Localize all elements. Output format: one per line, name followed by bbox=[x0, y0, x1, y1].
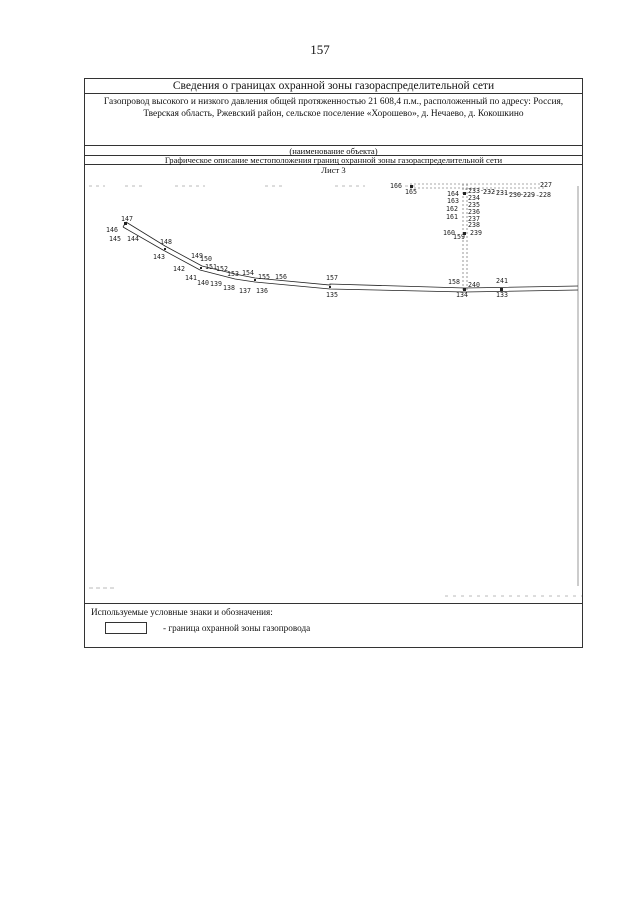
point-label: 160 bbox=[443, 229, 455, 237]
point-label: 240 bbox=[468, 281, 480, 289]
point-label: 136 bbox=[256, 287, 268, 295]
point-label: 152 bbox=[216, 265, 228, 273]
point-label: 231 bbox=[496, 189, 508, 197]
point-label: 241 bbox=[496, 277, 508, 285]
point-label: 144 bbox=[127, 235, 139, 243]
point-label: 151 bbox=[205, 263, 217, 271]
point-label: 237 bbox=[468, 215, 480, 223]
boundary-map-drawing bbox=[85, 176, 582, 603]
point-label: 153 bbox=[227, 270, 239, 278]
point-label: 156 bbox=[275, 273, 287, 281]
point-label: 232 bbox=[483, 188, 495, 196]
point-label: 147 bbox=[121, 215, 133, 223]
legend-title: Используемые условные знаки и обозначения: bbox=[91, 607, 273, 617]
point-label: 149 bbox=[191, 252, 203, 260]
point-label: 139 bbox=[210, 280, 222, 288]
point-label: 158 bbox=[448, 278, 460, 286]
point-label: 239 bbox=[470, 229, 482, 237]
boundary-map bbox=[85, 176, 582, 603]
point-label: 161 bbox=[446, 213, 458, 221]
point-label: 234 bbox=[468, 194, 480, 202]
point-label: 148 bbox=[160, 238, 172, 246]
point-label: 227 bbox=[540, 181, 552, 189]
point-label: 163 bbox=[447, 197, 459, 205]
point-label: 155 bbox=[258, 273, 270, 281]
point-label: 146 bbox=[106, 226, 118, 234]
legend-swatch bbox=[105, 622, 147, 634]
document-title: Сведения о границах охранной зоны газораспределительной сети bbox=[85, 79, 582, 94]
point-label: 154 bbox=[242, 269, 254, 277]
point-label: 233 bbox=[468, 187, 480, 195]
point-label: 138 bbox=[223, 284, 235, 292]
point-label: 235 bbox=[468, 201, 480, 209]
legend bbox=[85, 603, 582, 648]
point-label: 150 bbox=[200, 255, 212, 263]
point-label: 236 bbox=[468, 208, 480, 216]
point-label: 230 bbox=[509, 191, 521, 199]
point-label: 165 bbox=[405, 188, 417, 196]
point-label: 141 bbox=[185, 274, 197, 282]
point-label: 145 bbox=[109, 235, 121, 243]
point-label: 166 bbox=[390, 182, 402, 190]
point-label: 238 bbox=[468, 221, 480, 229]
object-caption: (наименование объекта) bbox=[85, 146, 582, 156]
point-label: 159 bbox=[453, 233, 465, 241]
sheet-number: Лист 3 bbox=[321, 165, 346, 175]
point-label: 229 bbox=[523, 191, 535, 199]
page-number: 157 bbox=[310, 42, 330, 57]
point-label: 133 bbox=[496, 291, 508, 299]
point-label: 134 bbox=[456, 291, 468, 299]
point-label: 162 bbox=[446, 205, 458, 213]
point-label: 143 bbox=[153, 253, 165, 261]
point-label: 157 bbox=[326, 274, 338, 282]
point-label: 140 bbox=[197, 279, 209, 287]
point-label: 228 bbox=[539, 191, 551, 199]
graphic-description-title: Графическое описание местоположения границ охранной зоны газораспределительной сети bbox=[85, 156, 582, 165]
document-frame bbox=[84, 78, 583, 648]
point-label: 164 bbox=[447, 190, 459, 198]
point-label: 135 bbox=[326, 291, 338, 299]
legend-item-label: - граница охранной зоны газопровода bbox=[163, 623, 311, 633]
point-label: 137 bbox=[239, 287, 251, 295]
object-description: Газопровод высокого и низкого давления общей протяженностью 21 608,4 п.м., расположенный по адресу: Россия, Тверская область, Ржевский район, сельское поселение «Хорошево», д. Нечаево, д. Кокошкино bbox=[85, 94, 582, 146]
point-label: 142 bbox=[173, 265, 185, 273]
